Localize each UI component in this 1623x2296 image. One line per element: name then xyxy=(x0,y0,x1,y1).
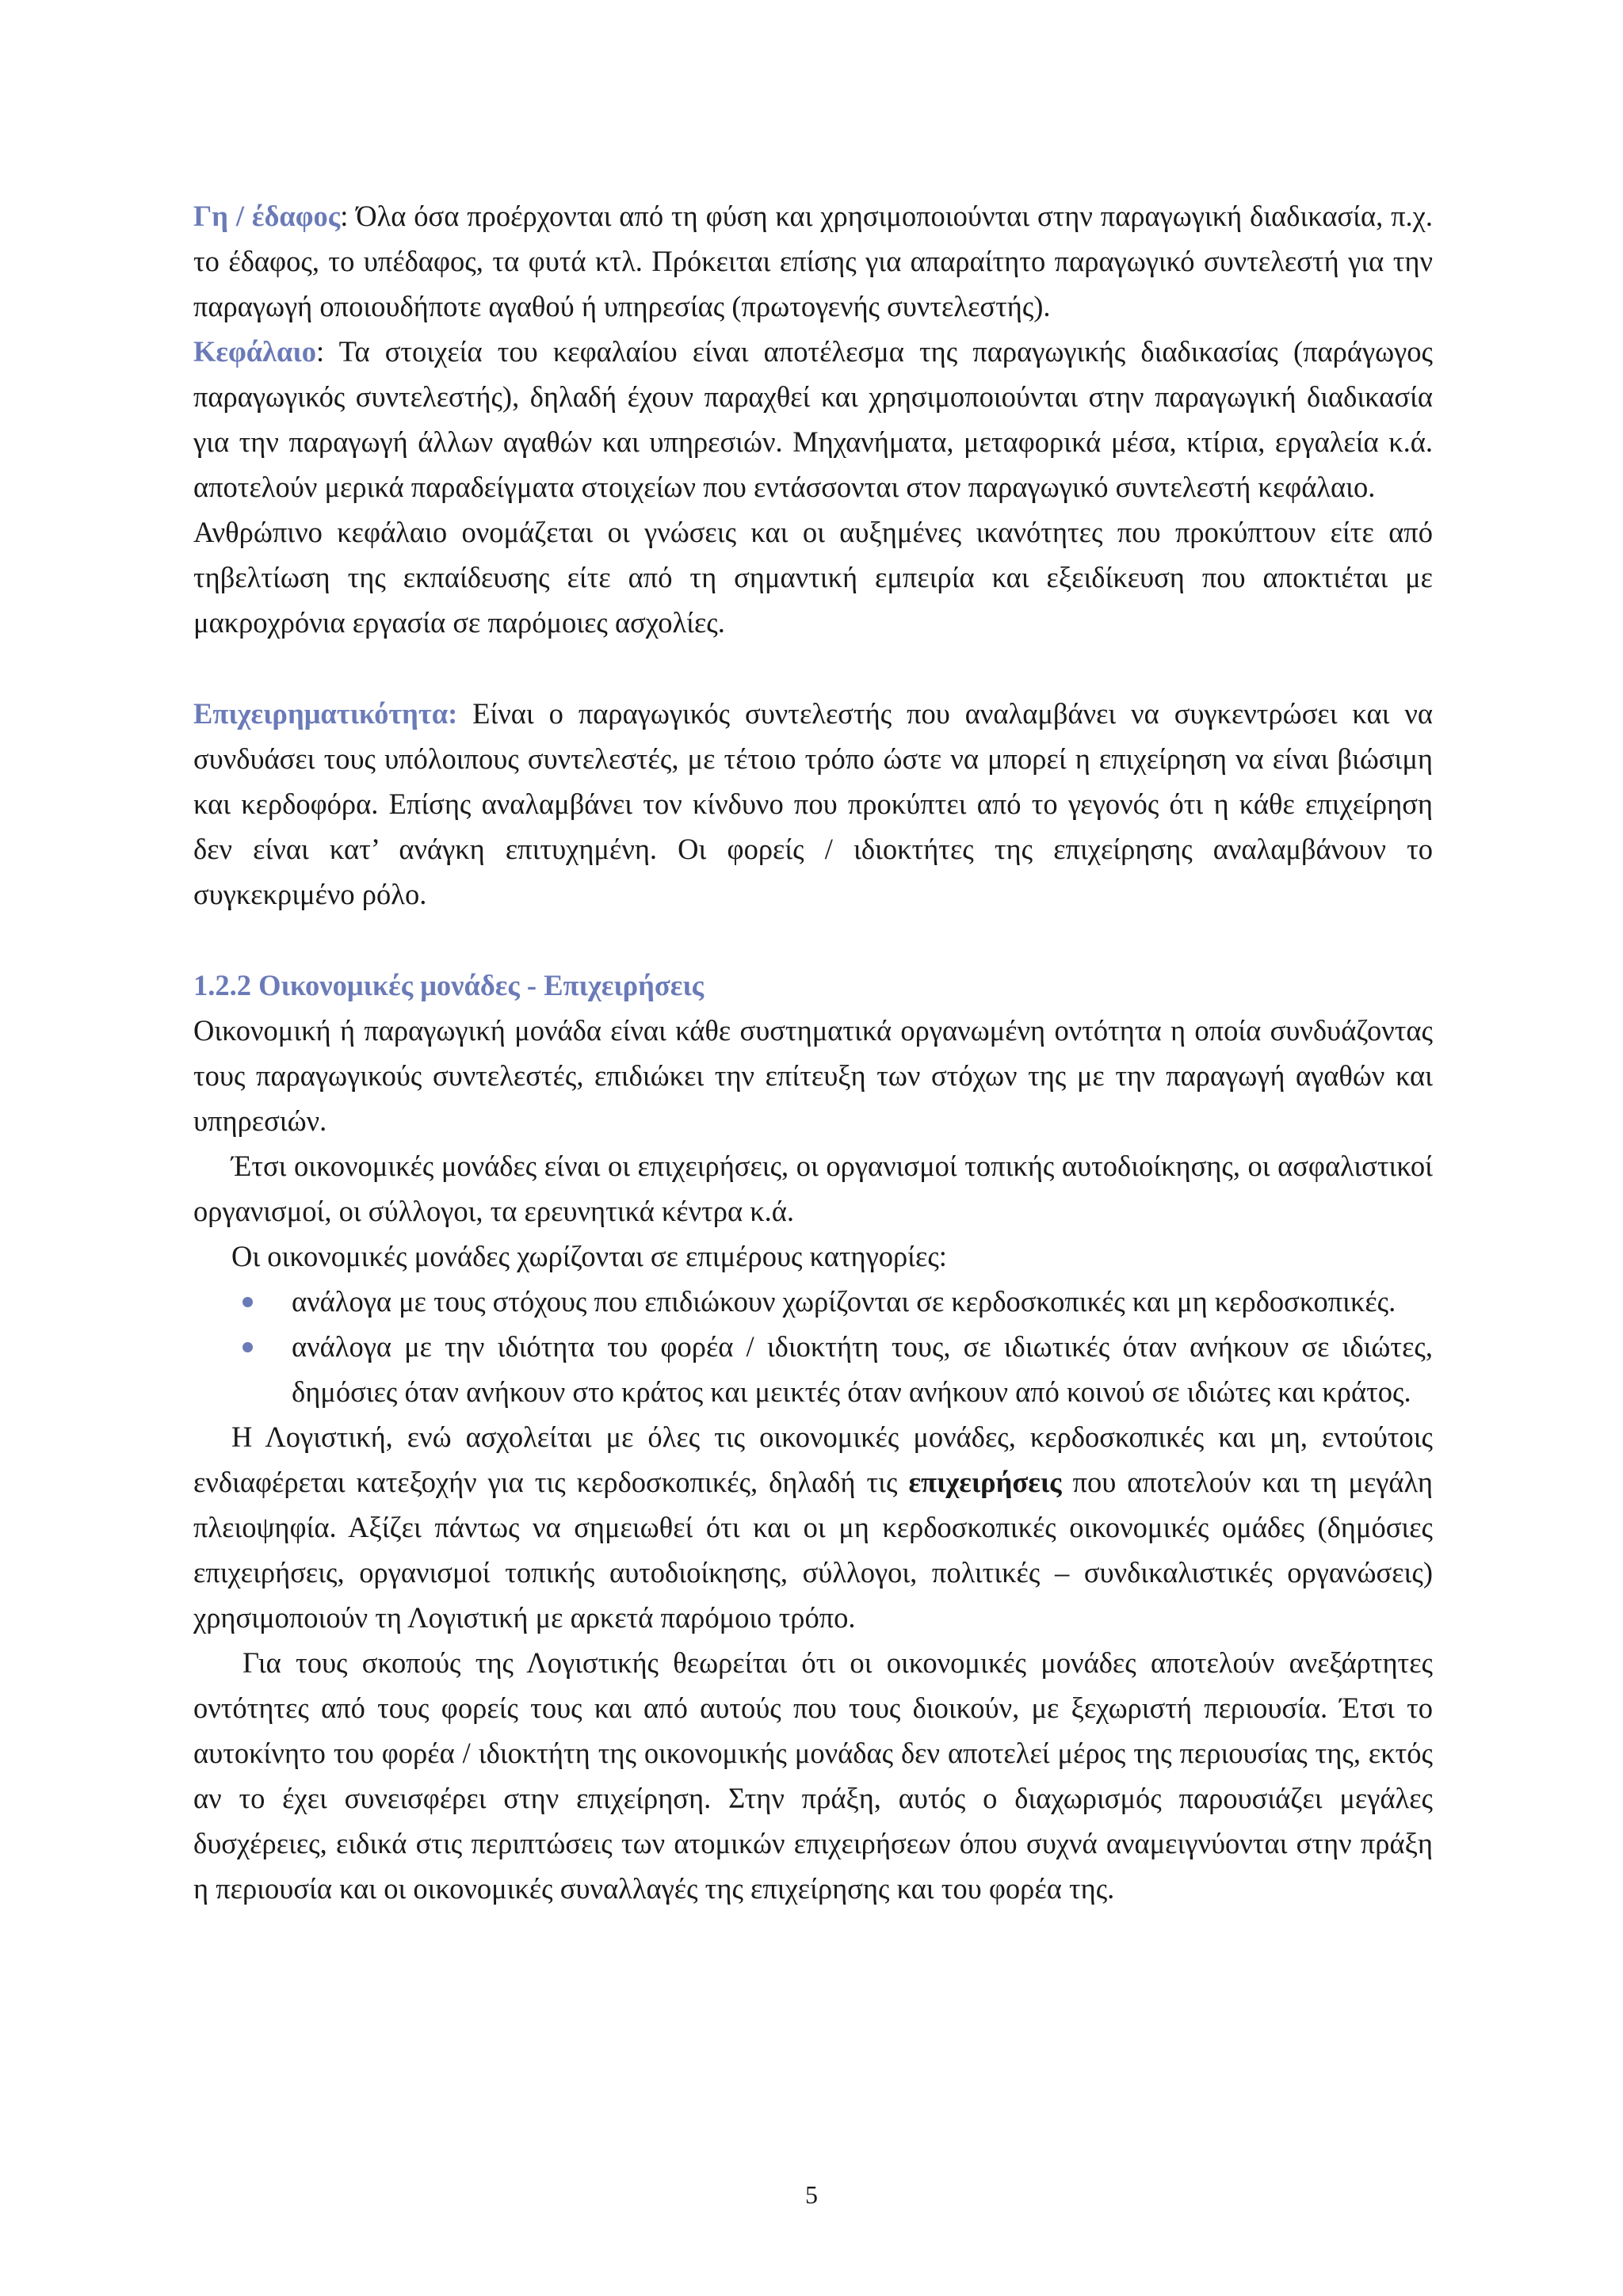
paragraph-text: Τα στοιχεία του κεφαλαίου είναι αποτέλεσμα της παραγωγικής διαδικασίας (παράγωγος παραγωγικός συντελεστής), δηλαδή έχουν παραχθεί και χρησιμοποιούνται στην παραγωγική διαδικασία για την παραγωγή άλλων αγαθών και υπηρεσιών. Μηχανήματα, μεταφορικά μέσα, κτίρια, εργαλεία κ.ά. αποτελούν μερικά παραδείγματα στοιχείων που εντάσσονται στον παραγωγικό συντελεστή κεφάλαιο. xyxy=(193,335,1434,503)
list-item xyxy=(193,1279,1433,1324)
paragraph-text: Η Λογιστική, ενώ ασχολείται με όλες τις οικονομικές μονάδες, κερδοσκοπικές και μη, εντούτοις ενδιαφέρεται κατεξοχήν για τις κερδοσκοπικές, δηλαδή τις xyxy=(193,1421,1433,1498)
term-land: Γη / έδαφος xyxy=(193,200,341,232)
paragraph-definition: Οικονομική ή παραγωγική μονάδα είναι κάθε συστηματικά οργανωμένη οντότητα η οποία συνδυάζοντας τους παραγωγικούς συντελεστές, επιδιώκει την επίτευξη των στόχων της με την παραγωγή αγαθών και υπηρεσιών. xyxy=(193,1014,1433,1137)
document-page xyxy=(193,193,1433,1911)
paragraph-text: Είναι ο παραγωγικός συντελεστής που αναλαμβάνει να συγκεντρώσει και να συνδυάσει τους υπόλοιπους συντελεστές, με τέτοιο τρόπο ώστε να μπορεί η επιχείρηση να είναι βιώσιμη και κερδοφόρα. Επίσης αναλαμβάνει τον κίνδυνο που προκύπτει από το γεγονός ότι η κάθε επιχείρηση δεν είναι κατ’ ανάγκη επιτυχημένη. Οι φορείς / ιδιοκτήτες της επιχείρησης αναλαμβάνουν το συγκεκριμένο ρόλο. xyxy=(193,697,1433,910)
list-item xyxy=(193,1324,1433,1414)
paragraph-entrepreneurship xyxy=(193,691,1433,917)
bold-term: επιχειρήσεις xyxy=(908,1466,1062,1498)
paragraph-text: Όλα όσα προέρχονται από τη φύση και χρησιμοποιούνται στην παραγωγική διαδικασία, π.χ. το έδαφος, το υπέδαφος, τα φυτά κτλ. Πρόκειται επίσης για απαραίτητο παραγωγικό συντελεστή για την παραγωγή οποιουδήποτε αγαθού ή υπηρεσίας (πρωτογενής συντελεστής). xyxy=(193,200,1433,322)
paragraph-human-capital: Ανθρώπινο κεφάλαιο ονομάζεται οι γνώσεις και οι αυξημένες ικανότητες που προκύπτουν είτε από τηβελτίωση της εκπαίδευσης είτε από τη σημαντική εμπειρία και εξειδίκευση που αποκτιέται με μακροχρόνια εργασία σε παρόμοιες ασχολίες. xyxy=(193,516,1433,639)
term-capital: Κεφάλαιο xyxy=(193,335,317,368)
paragraph-text: που αποτελούν και τη μεγάλη πλειοψηφία. Αξίζει πάντως να σημειωθεί ότι και οι μη κερδοσκοπικές οικονομικές ομάδες (δημόσιες επιχειρήσεις, οργανισμοί τοπικής αυτοδιοίκησης, σύλλογοι, πολιτικές – συνδικαλιστικές οργανώσεις) χρησιμοποιούν τη Λογιστική με αρκετά παρόμοιο τρόπο. xyxy=(193,1466,1434,1634)
term-separator: : xyxy=(316,335,339,368)
paragraph-examples: Έτσι οικονομικές μονάδες είναι οι επιχειρήσεις, οι οργανισμοί τοπικής αυτοδιοίκησης, οι ασφαλιστικοί οργανισμοί, οι σύλλογοι, τα ερευνητικά κέντρα κ.ά. xyxy=(193,1150,1433,1227)
paragraph-entity: Για τους σκοπούς της Λογιστικής θεωρείται ότι οι οικονομικές μονάδες αποτελούν ανεξάρτητες οντότητες από τους φορείς τους και από αυτούς που τους διοικούν, με ξεχωριστή περιουσία. Έτσι το αυτοκίνητο του φορέα / ιδιοκτήτη της οικονομικής μονάδας δεν αποτελεί μέρος της περιουσίας της, εκτός αν το έχει συνεισφέρει στην επιχείρηση. Στην πράξη, αυτός ο διαχωρισμός παρουσιάζει μεγάλες δυσχέρειες, ειδικά στις περιπτώσεις των ατομικών επιχειρήσεων όπου συχνά αναμειγνύονται στην πράξη η περιουσία και οι οικονομικές συναλλαγές της επιχείρησης και του φορέα της. xyxy=(193,1646,1433,1905)
paragraph-capital xyxy=(193,329,1433,509)
section-heading: 1.2.2 Οικονομικές μονάδες - Επιχειρήσεις xyxy=(193,969,705,1001)
list-item-text: ανάλογα με την ιδιότητα του φορέα / ιδιοκτήτη τους, σε ιδιωτικές όταν ανήκουν σε ιδιώτες, δημόσιες όταν ανήκουν στο κράτος και μεικτές όταν ανήκουν από κοινού σε ιδιώτες και κράτος. xyxy=(292,1330,1433,1408)
bullet-icon xyxy=(242,1342,253,1352)
term-separator: : xyxy=(340,200,357,232)
category-list xyxy=(193,1279,1433,1414)
paragraph-land xyxy=(193,193,1433,329)
term-entrepreneurship: Επιχειρηματικότητα: xyxy=(193,697,458,730)
page-number: 5 xyxy=(805,2180,818,2209)
list-item-text: ανάλογα με τους στόχους που επιδιώκουν χωρίζονται σε κερδοσκοπικές και μη κερδοσκοπικές. xyxy=(292,1285,1396,1318)
bullet-icon xyxy=(242,1297,253,1307)
paragraph-accounting xyxy=(193,1414,1433,1640)
paragraph-categories-intro: Οι οικονομικές μονάδες χωρίζονται σε επιμέρους κατηγορίες: xyxy=(231,1240,947,1272)
